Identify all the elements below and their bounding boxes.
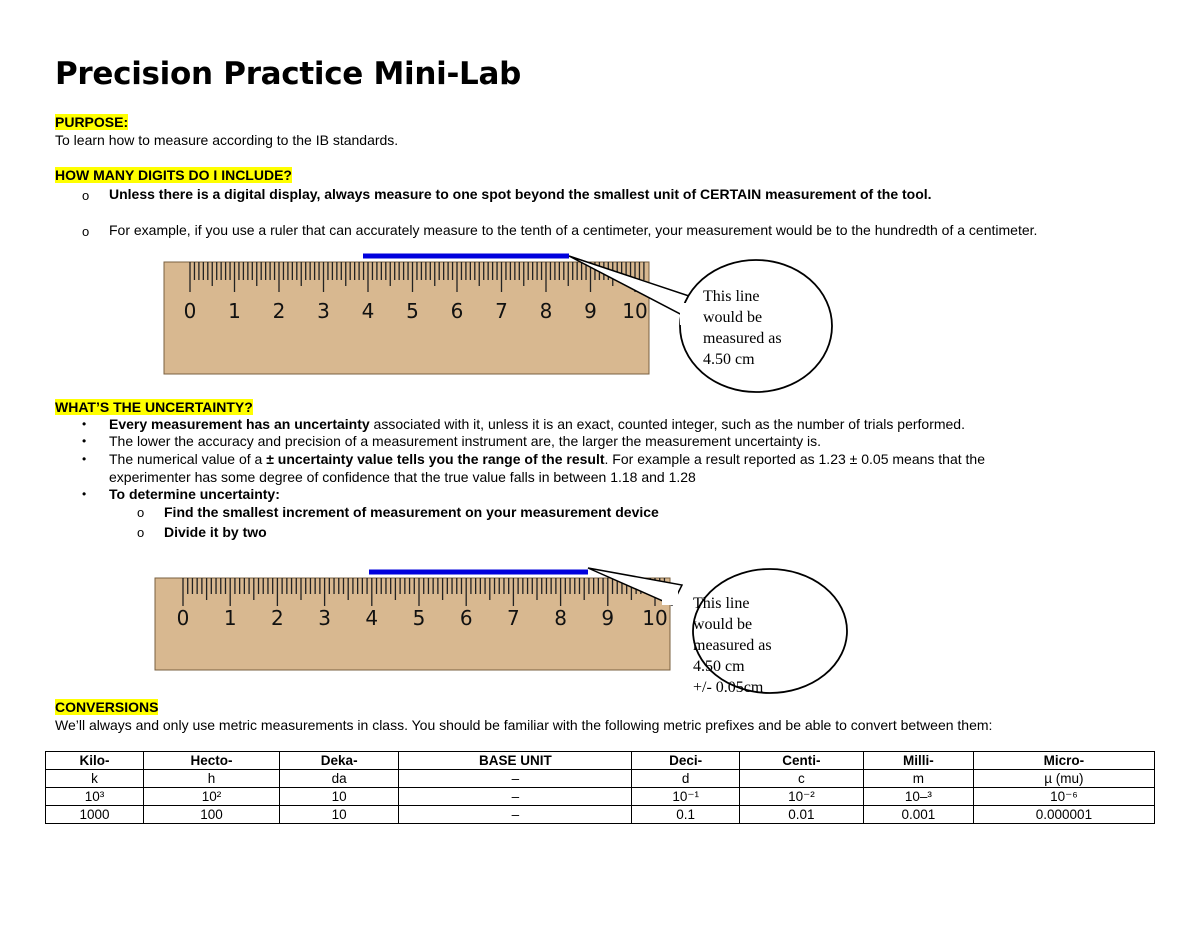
table-cell: k: [46, 770, 144, 788]
callout-line: This line: [703, 288, 760, 305]
text: . For example a result reported as 1.23 ± 0.05 means that the: [604, 451, 985, 467]
table-cell: 100: [144, 806, 280, 824]
table-cell: Deka-: [280, 752, 399, 770]
table-cell: –: [399, 788, 632, 806]
conversions-text: We’ll always and only use metric measurements in class. You should be familiar with the following metric prefixes and be able to convert between them:: [55, 717, 993, 733]
table-row: [46, 752, 1155, 770]
table-cell: c: [739, 770, 863, 788]
callout-line: would be: [693, 616, 753, 633]
callout-line: 4.50 cm: [703, 351, 755, 368]
bullet-marker: o: [82, 188, 90, 203]
table-cell: 0.01: [739, 806, 863, 824]
table-cell: 10–³: [863, 788, 973, 806]
callout-line: measured as: [703, 330, 782, 347]
table-cell: Kilo-: [46, 752, 144, 770]
table-cell: –: [399, 770, 632, 788]
table-row: [46, 770, 1155, 788]
bold-phrase: ± uncertainty value tells you the range of the result: [266, 451, 605, 467]
table-cell: 1000: [46, 806, 144, 824]
table-cell: 0.000001: [973, 806, 1154, 824]
bullet-dot: •: [82, 487, 87, 501]
bullet-marker: o: [137, 525, 145, 540]
table-cell: –: [399, 806, 632, 824]
table-cell: 10³: [46, 788, 144, 806]
uncertainty-bullet-3-cont: experimenter has some degree of confidence that the true value falls in between 1.18 and 1.28: [109, 469, 696, 485]
ruler-label: 10: [622, 299, 648, 323]
conversions-section: [55, 699, 158, 717]
table-cell: d: [632, 770, 739, 788]
ruler-label: 9: [584, 299, 597, 323]
table-cell: µ (mu): [973, 770, 1154, 788]
text: The numerical value of a: [109, 451, 267, 467]
callout-1-text: [703, 286, 782, 370]
ruler-label: 3: [318, 606, 331, 630]
ruler-label: 6: [459, 606, 473, 630]
purpose-heading: PURPOSE:: [55, 114, 129, 130]
bullet-marker: o: [137, 505, 145, 520]
ruler-label: 2: [271, 606, 284, 630]
table-cell: m: [863, 770, 973, 788]
callout-line: This line: [693, 595, 750, 612]
table-cell: Centi-: [739, 752, 863, 770]
ruler-label: 8: [554, 606, 567, 630]
table-row: [46, 806, 1155, 824]
conversions-heading: CONVERSIONS: [55, 699, 159, 715]
uncertainty-sub-1: Find the smallest increment of measurement on your measurement device: [164, 504, 659, 520]
digits-section: [55, 167, 292, 185]
table-cell: 10: [280, 788, 399, 806]
table-cell: Deci-: [632, 752, 739, 770]
table-cell: h: [144, 770, 280, 788]
bullet-dot: •: [82, 417, 87, 431]
ruler-label: 5: [406, 299, 419, 323]
bullet-dot: •: [82, 452, 87, 466]
ruler-label: 4: [365, 606, 379, 630]
ruler-label: 2: [272, 299, 286, 323]
ruler-label: 4: [361, 299, 375, 323]
digits-heading: HOW MANY DIGITS DO I INCLUDE?: [55, 167, 292, 183]
callout-line: measured as: [693, 637, 772, 654]
uncertainty-heading: WHAT’S THE UNCERTAINTY?: [55, 399, 253, 415]
uncertainty-bullet-2: The lower the accuracy and precision of a measurement instrument are, the larger the measurement uncertainty is.: [109, 433, 822, 449]
table-cell: 10: [280, 806, 399, 824]
text: associated with it, unless it is an exact, counted integer, such as the number of trials performed.: [369, 416, 965, 432]
ruler-label: 5: [412, 606, 426, 630]
callout-line: would be: [703, 309, 763, 326]
bullet-marker: o: [82, 224, 90, 239]
callout-line: 4.50 cm: [693, 658, 745, 675]
ruler-label: 3: [317, 299, 330, 323]
metric-prefix-table: [45, 751, 1155, 824]
uncertainty-sub-2: Divide it by two: [164, 524, 267, 540]
table-cell: Milli-: [863, 752, 973, 770]
table-cell: da: [280, 770, 399, 788]
purpose-section: [55, 114, 128, 132]
purpose-text: To learn how to measure according to the IB standards.: [55, 132, 399, 148]
ruler-label: 8: [539, 299, 553, 323]
table-cell: 10²: [144, 788, 280, 806]
table-cell: BASE UNIT: [399, 752, 632, 770]
ruler-label: 1: [228, 299, 241, 323]
table-row: [46, 788, 1155, 806]
ruler-label: 1: [223, 606, 237, 630]
table-cell: 0.1: [632, 806, 739, 824]
page-title: Precision Practice Mini-Lab: [55, 56, 522, 92]
bullet-dot: •: [82, 434, 87, 448]
ruler-label: 7: [495, 299, 508, 323]
table-cell: Hecto-: [144, 752, 280, 770]
uncertainty-bullet-3: [109, 451, 985, 467]
uncertainty-bullet-4: To determine uncertainty:: [109, 486, 280, 502]
ruler-label: 7: [507, 606, 520, 630]
ruler-label: 9: [601, 606, 615, 630]
ruler-label: 0: [176, 606, 190, 630]
table-cell: Micro-: [973, 752, 1154, 770]
ruler-label: 10: [642, 606, 668, 630]
table-cell: 10⁻²: [739, 788, 863, 806]
digits-item-1: Unless there is a digital display, always measure to one spot beyond the smallest unit of CERTAIN measurement of the tool.: [109, 186, 932, 202]
bold-phrase: Every measurement has an uncertainty: [109, 416, 370, 432]
digits-item-2: For example, if you use a ruler that can accurately measure to the tenth of a centimeter, your measurement would be to the hundredth of a centimeter.: [109, 222, 1038, 238]
uncertainty-section: [55, 399, 253, 417]
table-cell: 0.001: [863, 806, 973, 824]
ruler-label: 0: [183, 299, 197, 323]
table-cell: 10⁻⁶: [973, 788, 1154, 806]
callout-2-text: [693, 593, 772, 698]
ruler-label: 6: [450, 299, 464, 323]
uncertainty-bullet-1: [109, 416, 965, 432]
callout-line: +/- 0.05cm: [693, 679, 764, 696]
table-cell: 10⁻¹: [632, 788, 739, 806]
